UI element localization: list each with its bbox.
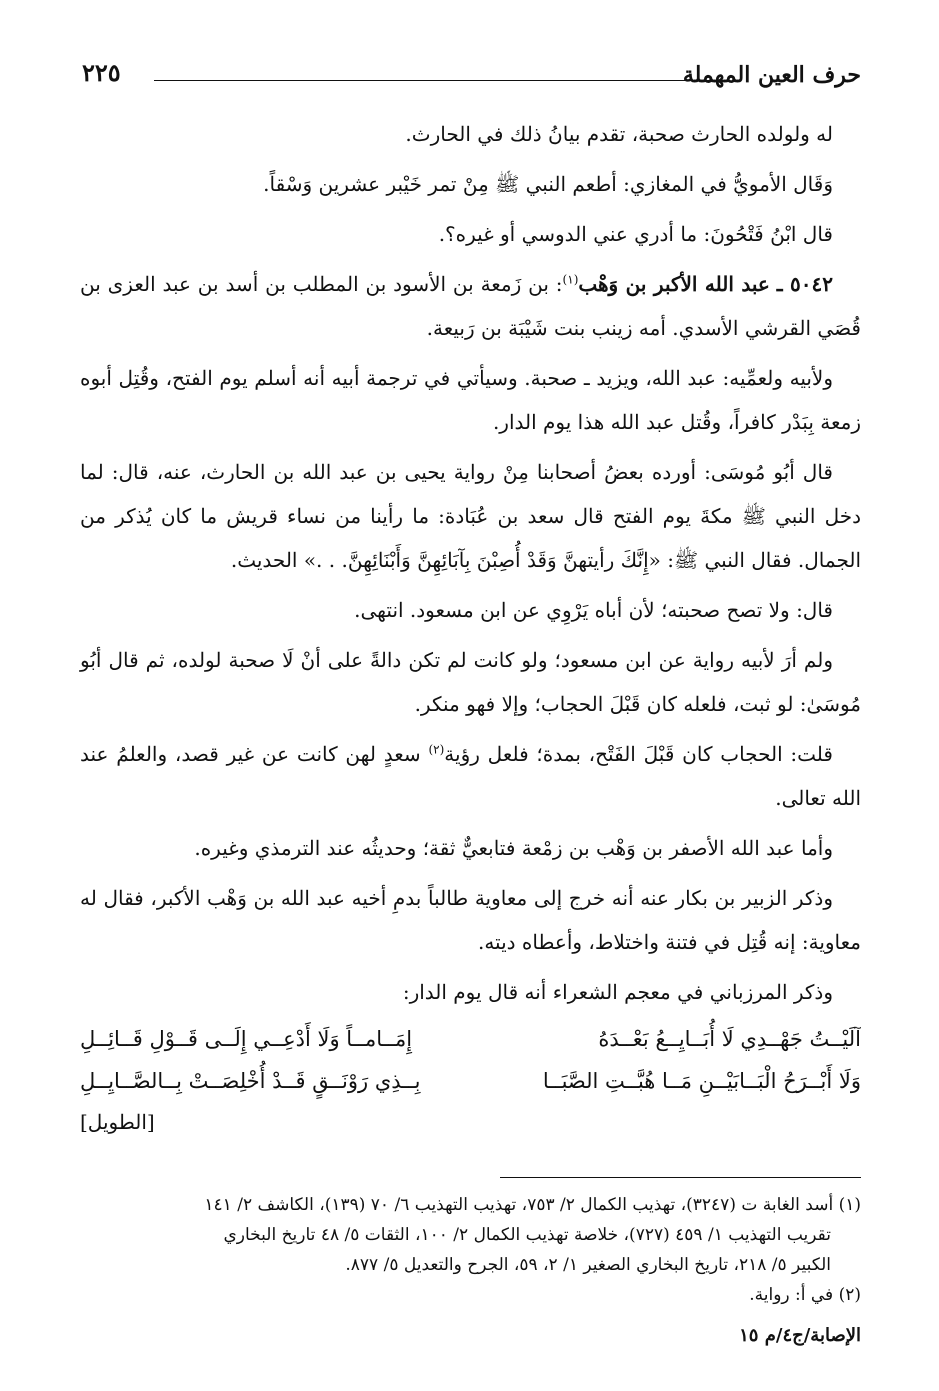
paragraph-8: ولم أرَ لأبيه رواية عن ابن مسعود؛ ولو كانت لم تكن دالةً على أنْ لَا صحبة لولده، ثم قال أبُو مُوسَىٰ: لو ثبت، فلعله كان قَبْلَ الحجاب؛ وإلا فهو منكر. [80, 648, 861, 716]
paragraph-9 [80, 732, 861, 820]
footnote-1-line-3: الكبير ٥/ ٢١٨، تاريخ البخاري الصغير ١/ ٢، ٥٩، الجرح والتعديل ٥/ ٨٧٧. [345, 1255, 831, 1275]
paragraph-12: وذكر المرزباني في معجم الشعراء أنه قال يوم الدار: [402, 980, 833, 1004]
poem [80, 1018, 861, 1142]
poem-meter: [الطويل] [80, 1110, 155, 1134]
footnote-1-line-1: (١) أسد الغابة ت (٣٢٤٧)، تهذيب الكمال ٢/ ٧٥٣، تهذيب التهذيب ٦/ ٧٠ (١٣٩)، الكاشف ٢/ ١٤١ [204, 1195, 861, 1215]
running-header [82, 58, 861, 98]
poem-line-2 [80, 1060, 861, 1102]
paragraph-2: وَقَال الأمويُّ في المغازي: أطعم النبي ﷺ مِنْ تمر خَيْبر عشرين وَسْقاً. [263, 172, 833, 196]
main-text [80, 112, 861, 1142]
hemistich: آلَيْــتُ جَهْــدِي لَا أُبَــايِــعُ بَعْــدَهُ [598, 1027, 861, 1051]
footnote-ref-1[interactable]: (١) [562, 272, 579, 287]
hemistich: إِمَــامــاً وَلَا أَدْعِــي إِلَــى قَــوْلِ قَــائِــلِ [80, 1027, 413, 1051]
paragraph-10: وأما عبد الله الأصفر بن وَهْب بن زمْعة فتابعيٌّ ثقة؛ وحديثُه عند الترمذي وغيره. [194, 836, 833, 860]
page-number: ٢٢٥ [82, 58, 121, 87]
paragraph-11: وذكر الزبير بن بكار عنه أنه خرج إلى معاوية طالباً بدمِ أخيه عبد الله بن وَهْب الأكبر، فقال له معاوية: إنه قُتِل في فتنة واختلاط، وأعطاه ديته. [80, 886, 861, 954]
footnotes [80, 1190, 861, 1310]
hemistich: بِــذِي رَوْنَــقٍ قَــدْ أُخْلِصَــتْ بِــالصَّــايِــلِ [80, 1069, 421, 1093]
entry-number: ٥٠٤٢ ـ [776, 272, 834, 296]
footnote-2: (٢) في أ: رواية. [749, 1285, 861, 1305]
paragraph-1: له ولولده الحارث صحبة، تقدم بيانُ ذلك في الحارث. [405, 122, 833, 146]
paragraph-9-part-a: قلت: الحجاب كان قَبْلَ الفَتْح، بمدة؛ فلعل رؤية [444, 742, 833, 766]
printer-signature: الإصابة/ج٤/م ١٥ [739, 1325, 861, 1346]
entry-5042 [80, 262, 861, 350]
paragraph-9-part-b: سعدٍ لهن كانت عن غير قصد، والعلمُ عند الله تعالى. [80, 742, 861, 810]
paragraph-7: قال: ولا تصح صحبته؛ لأن أباه يَرْوِي عن ابن مسعود. انتهى. [354, 598, 833, 622]
footnote-ref-2[interactable]: (٢) [428, 742, 445, 757]
footnote-divider [500, 1177, 861, 1178]
footnote-1-line-2: تقريب التهذيب ١/ ٤٥٩ (٧٢٧)، خلاصة تهذيب الكمال ٢/ ١٠٠، الثقات ٥/ ٤٨ تاريخ البخاري [223, 1225, 831, 1245]
entry-lineage: : بن زَمعة بن الأسود بن المطلب بن أسد بن عبد العزى بن قُصَي القرشي الأسدي. أمه زينب بنت شَيْبَة بن رَبيعة. [80, 272, 861, 340]
paragraph-3: قال ابْنُ فَتْحُونَ: ما أدري عني الدوسي أو غيره؟. [438, 222, 833, 246]
hemistich: وَلَا أَبْــرَحُ الْبَــابَيْــنِ مَــا هُبَّــتِ الصَّبَــا [542, 1069, 861, 1093]
entry-name: عبد الله الأكبر بن وَهْب [578, 272, 770, 296]
header-rule [154, 80, 711, 81]
paragraph-6: قال أبُو مُوسَى: أورده بعضُ أصحابنا مِنْ رواية يحيى بن عبد الله بن الحارث، عنه، قال: لما دخل النبي ﷺ مكةَ يوم الفتح قال سعد بن عُبَادة: ما رأينا من نساء قريش ما كان يُذكر من الجمال. فقال النبي ﷺ: «إِنَّكَ رأيتهنَّ وَقَدْ أُصِبْنَ بِآبَائِهِنَّ وَأَبْنَائِهِنَّ. . .» الحديث. [80, 460, 861, 572]
poem-line-1 [80, 1018, 861, 1060]
paragraph-5: ولأبيه ولعمِّيه: عبد الله، ويزيد ـ صحبة. وسيأتي في ترجمة أبيه أنه أسلم يوم الفتح، وقُتِل أبوه زمعة بِبَدْر كافراً، وقُتل عبد الله هذا يوم الدار. [80, 366, 861, 434]
chapter-title: حرف العين المهملة [682, 62, 861, 88]
